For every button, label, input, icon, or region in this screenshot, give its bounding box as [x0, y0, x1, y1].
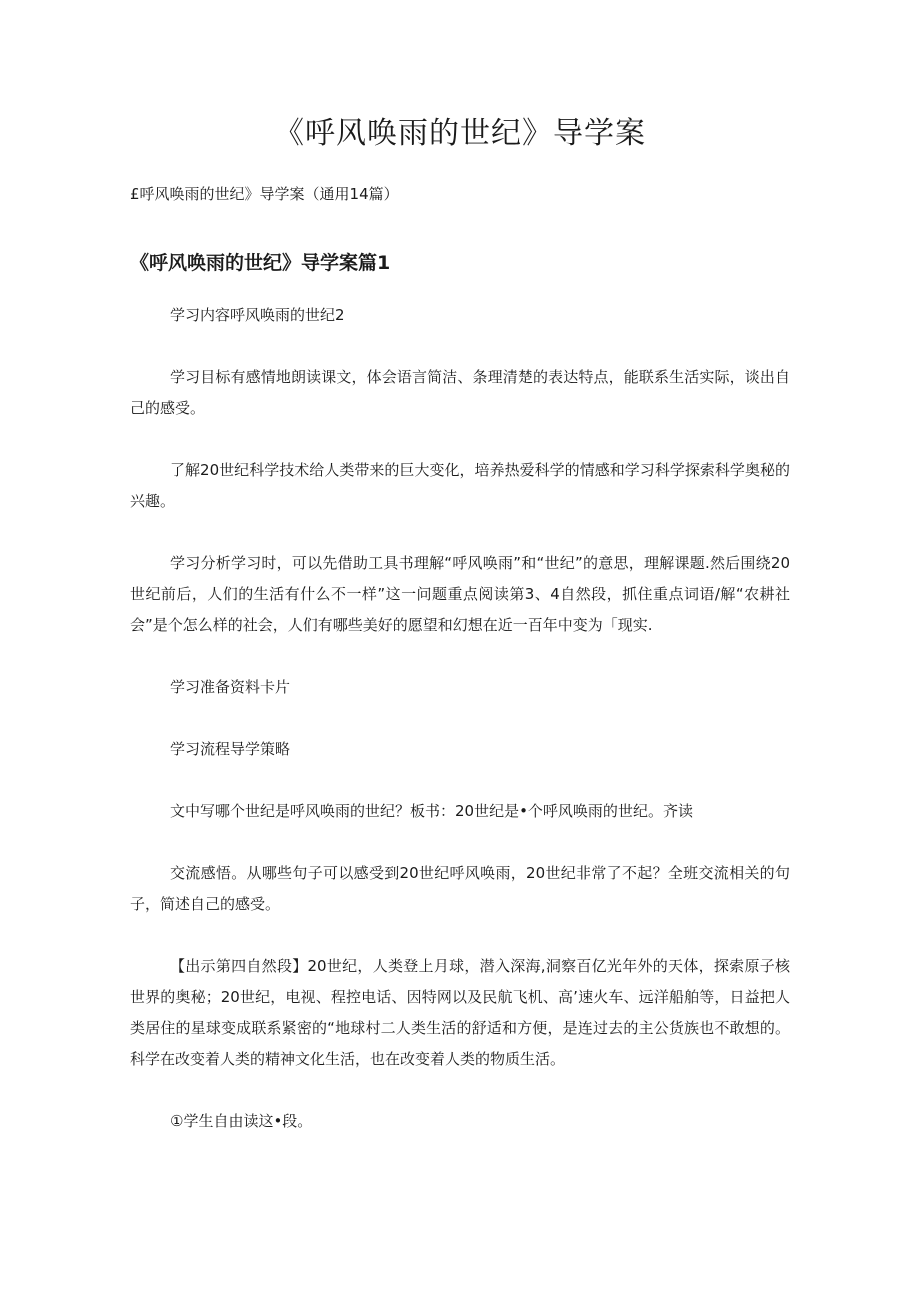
- paragraph: 了解20世纪科学技术给人类带来的巨大变化，培养热爱科学的情感和学习科学探索科学奥秘的兴趣。: [130, 461, 790, 510]
- paragraph: 学习内容呼风唤雨的世纪2: [170, 306, 345, 324]
- paragraph: 学习流程导学策略: [170, 740, 291, 758]
- paragraph: 【出示第四自然段】20世纪，人类登上月球，潜入深海,洞察百亿光年外的天体，探索原子核世界的奥秘；20世纪，电视、程控电话、因特网以及民航飞机、高’速火车、远洋船舶等，日益把人类居住的星球变成联系紧密的“地球村二人类生活的舒适和方便，是连过去的主公货族也不敢想的。科学在改变着人类的精神文化生活，也在改变着人类的物质生活。: [130, 957, 790, 1068]
- paragraph: 交流感悟。从哪些句子可以感受到20世纪呼风唤雨，20世纪非常了不起？全班交流相关的句子，简述自己的感受。: [130, 864, 790, 913]
- paragraph: ①学生自由读这•段。: [170, 1112, 313, 1130]
- document-title: 《呼风唤雨的世纪》导学案: [274, 116, 646, 151]
- section-heading: 《呼风唤雨的世纪》导学案篇1: [130, 252, 391, 274]
- paragraph: 学习分析学习时，可以先借助工具书理解“呼风唤雨”和“世纪”的意思，理解课题.然后围绕20世纪前后，人们的生活有什么不一样”这一问题重点阅读第3、4自然段，抓住重点词语/解“农耕社会”是个怎么样的社会，人们有哪些美好的愿望和幻想在近一百年中变为「现实.: [130, 554, 790, 634]
- paragraph: 学习目标有感情地朗读课文，体会语言简洁、条理清楚的表达特点，能联系生活实际，谈出自己的感受。: [130, 368, 790, 417]
- paragraph: 学习准备资料卡片: [170, 678, 291, 696]
- document-body: [130, 300, 790, 1168]
- document-subtitle: £呼风唤雨的世纪》导学案（通用14篇）: [130, 185, 399, 203]
- paragraph: 文中写哪个世纪是呼风唤雨的世纪？板书：20世纪是•个呼风唤雨的世纪。齐读: [170, 802, 693, 820]
